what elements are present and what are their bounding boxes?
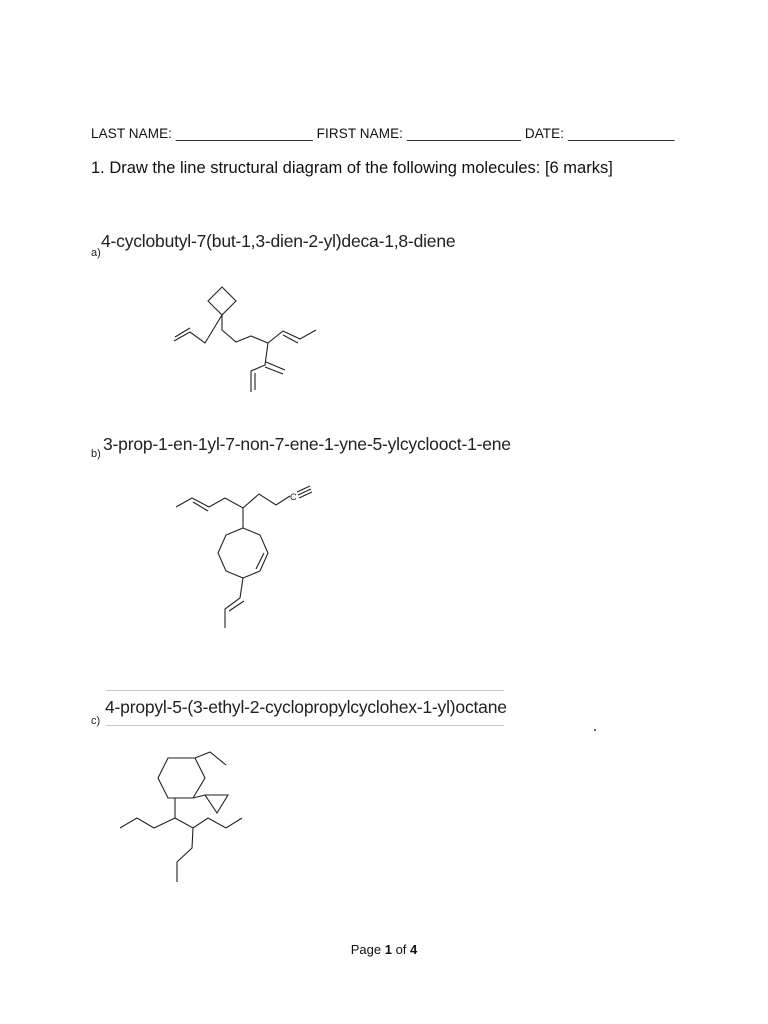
part-c-label: c) (91, 715, 101, 727)
page-prefix: Page (350, 942, 382, 957)
part-a-label: a) (91, 247, 101, 259)
part-b-label: b) (91, 448, 101, 460)
ethyl-branch (195, 752, 226, 765)
alkene-bond (193, 502, 208, 511)
propyl-branch (177, 828, 193, 882)
part-b-structure-diagram (170, 480, 315, 635)
part-b-molecule-name: 3-prop-1-en-1yl-7-non-7-ene-1-yne-5-ylcyclooct-1-ene (103, 434, 511, 454)
part-c-structure-diagram (115, 748, 250, 888)
propenyl-double-bond (229, 601, 244, 611)
ring-double-bond (256, 553, 264, 569)
triple-bond-2 (298, 489, 311, 495)
page-footer (0, 942, 768, 957)
current-page-number: 1 (384, 942, 392, 957)
part-c-molecule-name: 4-propyl-5-(3-ethyl-2-cyclopropylcyclohex-1-yl)octane (105, 697, 507, 717)
name-box-bottom-rule (106, 725, 504, 726)
part-a-structure-diagram (165, 282, 325, 397)
triple-bond-3 (299, 492, 312, 498)
cyclobutyl-ring (208, 287, 236, 315)
cyclopropyl-ring (205, 795, 228, 813)
name-box-top-rule (106, 690, 504, 691)
cyclooctene-ring (218, 528, 268, 578)
total-page-number: 4 (410, 942, 418, 957)
alkyne-carbon-label: C (290, 492, 297, 502)
octane-chain (120, 818, 242, 828)
student-info-header: LAST NAME: __________________ FIRST NAME: _______________ DATE: ______________ (91, 126, 675, 141)
nonenyl-chain (176, 494, 290, 508)
c8-double-bond (283, 335, 298, 343)
question-title: 1. Draw the line structural diagram of the following molecules: [6 marks] (91, 159, 613, 177)
cyclohexyl-ring (158, 758, 205, 798)
triple-bond-1 (297, 486, 310, 492)
stray-dot (594, 729, 596, 731)
part-a-molecule-name: 4-cyclobutyl-7(but-1,3-dien-2-yl)deca-1,8-diene (101, 231, 456, 251)
page-of: of (395, 942, 407, 957)
main-chain (174, 315, 316, 343)
